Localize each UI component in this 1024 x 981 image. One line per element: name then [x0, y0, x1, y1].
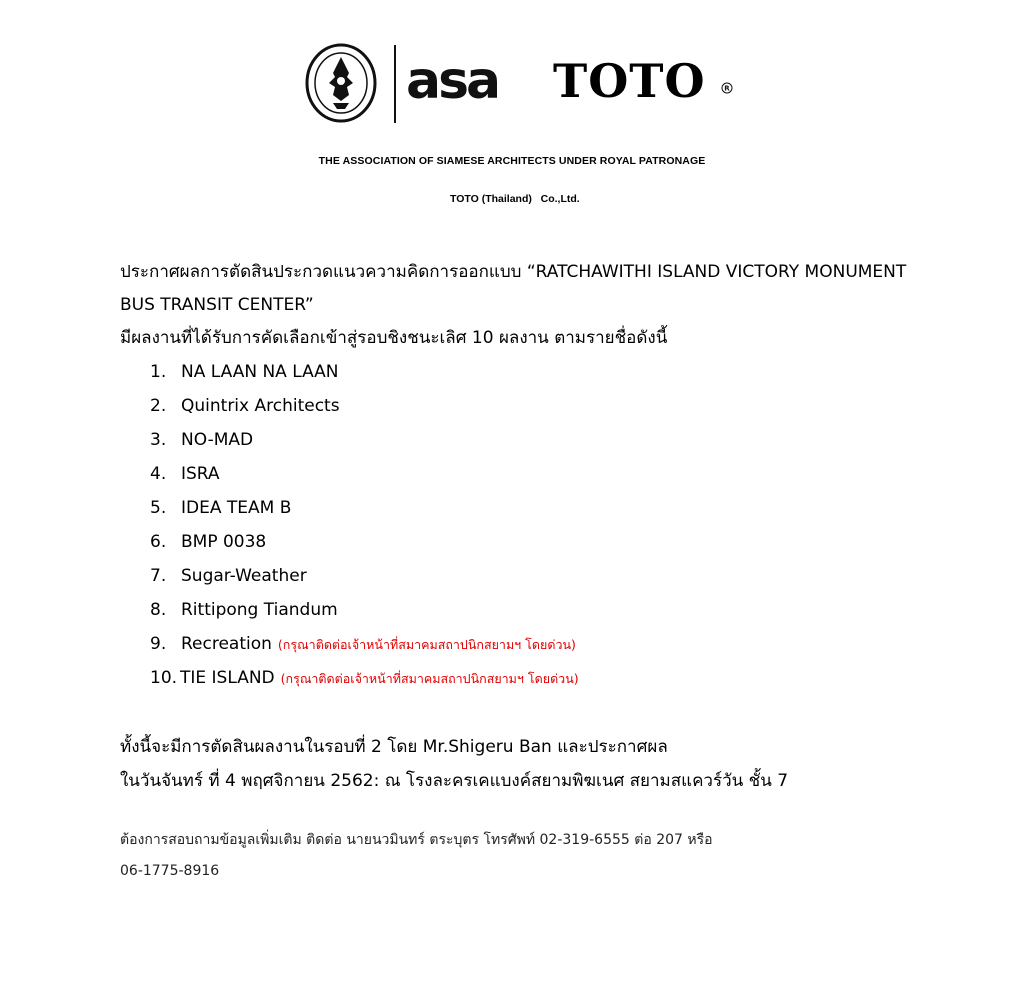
- svg-text:asa: asa: [406, 56, 499, 106]
- org-name-toto: TOTO (Thailand) Co.,Ltd.: [450, 193, 580, 205]
- finalist-name: ISRA: [181, 464, 220, 484]
- finalist-number: 1.: [150, 362, 167, 382]
- finalist-item: [150, 661, 850, 695]
- finalist-number: 6.: [150, 532, 167, 552]
- asa-logo: [406, 56, 526, 106]
- finalist-name: BMP 0038: [181, 532, 267, 552]
- finalist-name: Recreation: [181, 634, 272, 654]
- org-name-asa: THE ASSOCIATION OF SIAMESE ARCHITECTS UNDER ROYAL PATRONAGE: [318, 155, 706, 167]
- registered-mark-icon: [721, 82, 733, 94]
- finalist-item: [150, 627, 850, 661]
- svg-text:R: R: [724, 84, 730, 93]
- finalist-list: [150, 355, 850, 695]
- finalist-number: 9.: [150, 634, 167, 654]
- contact-phone: 06-1775-8916: [120, 863, 220, 879]
- finalist-number: 8.: [150, 600, 167, 620]
- finalist-item: [150, 593, 850, 627]
- toto-logo: TOTO: [553, 54, 706, 108]
- finalist-number: 4.: [150, 464, 167, 484]
- finalist-item: [150, 491, 850, 525]
- finalist-item: [150, 457, 850, 491]
- finalist-number: 2.: [150, 396, 167, 416]
- finalist-name: Quintrix Architects: [181, 396, 340, 416]
- logo-header: [300, 40, 740, 128]
- judging-line: ทั้งนี้จะมีการตัดสินผลงานในรอบที่ 2 โดย Mr.Shigeru Ban และประกาศผล: [120, 737, 668, 757]
- finalist-item: [150, 355, 850, 389]
- announcement-headline: ประกาศผลการตัดสินประกวดแนวความคิดการออกแบบ “RATCHAWITHI ISLAND VICTORY MONUMENT BUS TRANSIT CENTER”: [120, 262, 907, 315]
- finalist-item: [150, 525, 850, 559]
- logo-divider: [394, 45, 396, 123]
- asa-royal-seal-icon: [305, 43, 377, 123]
- finalist-item: [150, 389, 850, 423]
- contact-info: [120, 825, 713, 887]
- finalist-item: [150, 423, 850, 457]
- finalist-name: NO-MAD: [181, 430, 254, 450]
- finalist-number: 7.: [150, 566, 167, 586]
- finalist-name: Sugar-Weather: [181, 566, 307, 586]
- finalist-number: 3.: [150, 430, 167, 450]
- contact-urgent-note: (กรุณาติดต่อเจ้าหน้าที่สมาคมสถาปนิกสยามฯ โดยด่วน): [280, 671, 579, 686]
- finalist-name: TIE ISLAND: [180, 668, 275, 688]
- finalist-item: [150, 559, 850, 593]
- judging-info: [120, 730, 788, 798]
- finalist-name: IDEA TEAM B: [181, 498, 292, 518]
- judging-line: ในวันจันทร์ ที่ 4 พฤศจิกายน 2562: ณ โรงละครเคแบงค์สยามพิฆเนศ สยามสแควร์วัน ชั้น 7: [120, 771, 789, 791]
- contact-urgent-note: (กรุณาติดต่อเจ้าหน้าที่สมาคมสถาปนิกสยามฯ โดยด่วน): [277, 637, 576, 652]
- finalist-name: NA LAAN NA LAAN: [181, 362, 339, 382]
- finalist-number: 10.: [150, 668, 178, 688]
- finalist-name: Rittipong Tiandum: [181, 600, 338, 620]
- finalists-intro: มีผลงานที่ได้รับการคัดเลือกเข้าสู่รอบชิงชนะเลิศ 10 ผลงาน ตามรายชื่อดังนี้: [120, 328, 668, 348]
- finalist-number: 5.: [150, 498, 167, 518]
- contact-line: ต้องการสอบถามข้อมูลเพิ่มเติม ติดต่อ นายนวมินทร์ ตระบุตร โทรศัพท์ 02-319-6555 ต่อ 207 หรือ: [120, 832, 713, 848]
